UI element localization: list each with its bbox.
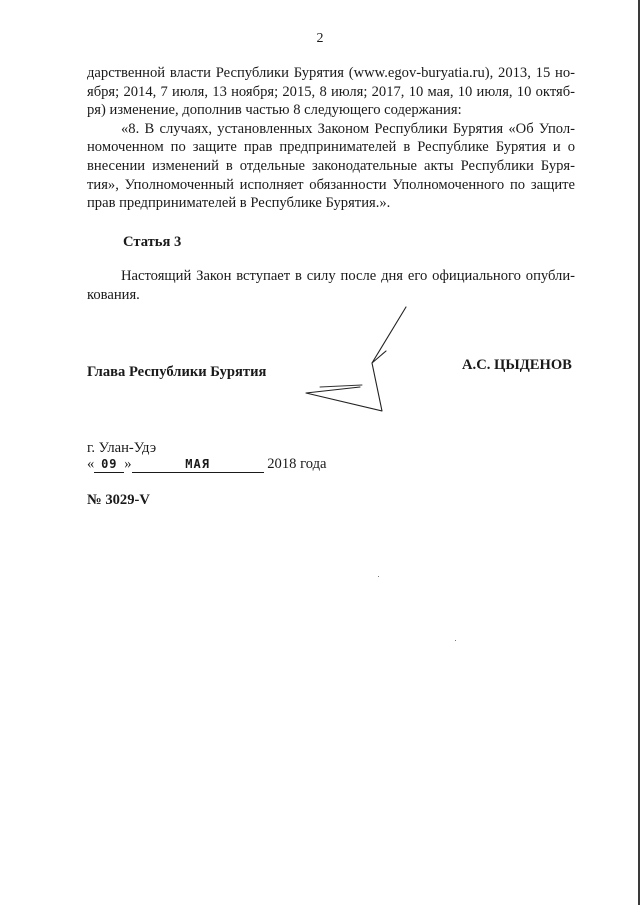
scan-speck	[378, 576, 379, 577]
date-month: МАЯ	[132, 457, 264, 473]
text-line: Настоящий Закон вступает в силу после дня его официального опубли-	[121, 268, 575, 284]
page-number: 2	[316, 31, 324, 46]
effect-paragraph	[87, 267, 575, 304]
law-number: № 3029-V	[87, 492, 150, 508]
date-open-quote: «	[87, 456, 95, 472]
text-line: номоченном по защите прав предпринимателей в Республике Бурятия и о	[87, 139, 575, 156]
scan-speck	[455, 640, 456, 641]
date-close-quote: »	[124, 456, 132, 472]
text-line: дарственной власти Республики Бурятия (www.egov-buryatia.ru), 2013, 15 но-	[87, 65, 575, 81]
signatory-name: А.С. ЦЫДЕНОВ	[462, 357, 572, 373]
text-line: прав предпринимателей в Республике Бурятия.».	[87, 195, 391, 212]
signatory-title: Глава Республики Бурятия	[87, 364, 267, 380]
text-line: кования.	[87, 286, 140, 303]
signing-date	[87, 456, 327, 473]
text-line: тия», Уполномоченный исполняет обязанности Уполномоченного по защите	[87, 176, 575, 193]
date-day: 09	[94, 457, 124, 473]
text-line: «8. В случаях, установленных Законом Республики Бурятия «Об Упол-	[121, 120, 575, 137]
text-line: ря) изменение, дополнив частью 8 следующего содержания:	[87, 102, 462, 119]
amendment-paragraph	[87, 64, 575, 213]
handwritten-signature	[290, 305, 420, 420]
text-line: ября; 2014, 7 июля, 13 ноября; 2015, 8 июля; 2017, 10 мая, 10 июля, 10 октяб-	[87, 83, 575, 100]
date-year: 2018 года	[267, 456, 327, 472]
article-heading: Статья 3	[123, 234, 182, 250]
text-line: внесении изменений в отдельные законодательные акты Республики Буря-	[87, 157, 575, 174]
place-of-signing: г. Улан-Удэ	[87, 440, 157, 456]
